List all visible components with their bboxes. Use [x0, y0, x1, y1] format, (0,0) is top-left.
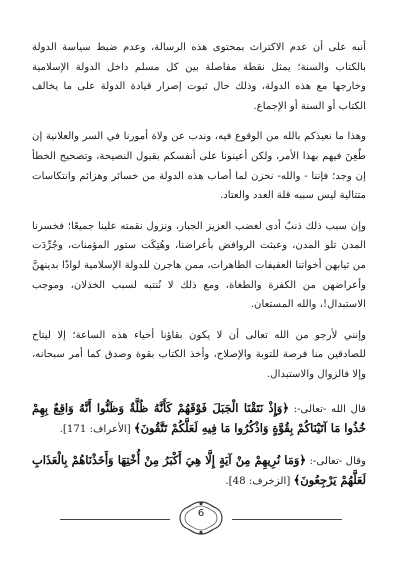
verse-reference: [الأعراف: 171]. — [59, 424, 131, 436]
footer-rule-left — [60, 519, 170, 520]
quran-citation — [32, 399, 366, 440]
page-number: 6 — [197, 508, 205, 519]
quran-verse: ﴿وَمَا نُرِيهِمْ مِنْ آيَةٍ إِلَّا هِيَ أَكْبَرُ مِنْ أُخْتِهَا وَأَخَذْنَاهُمْ بِالْعَذَابِ لَعَلَّهُمْ يَرْجِعُونَ﴾ — [32, 452, 366, 488]
paragraph: وإن سبب ذلك ذنبٌ أدى لغضب العزيز الجبار، ونزول نقمته علينا جميعًا؛ فخسرنا المدن تلو المدن، وعبثت الروافض بأعراضنا، وهُتِكَت ستور المؤمنات، وجُرِّدَت من ثيابهن أخواتنا العفيفات الطاهرات، ممن هاجرن للدولة الإسلامية لواذًا بدينهنَّ وأعراضهن من الكفرة والطغاة، ومع ذلك لا نُنتبه لسبب الخذلان، وموجب الاستبدال!، والله المستعان. — [32, 220, 366, 311]
paragraph: وهذا ما نعيذكم بالله من الوقوع فيه، وندب عن ولاة أمورنا في السر والعلانية إن طُعِنَ فيهم بهذا الأمر، ولكن أعينونا على أنفسكم بقبول النصيحة، وتصحيح الخطأ إن وجد؛ فإننا - والله- نحزن لما أصاب هذه الدولة من خسائر وهزائم وانتكاسات متتالية ليس سببه قلة العدد والعتاد. — [32, 131, 366, 202]
verse-reference: [الزخرف: 48]. — [225, 476, 291, 488]
paragraph: أنبه على أن عدم الاكتراث بمحتوى هذه الرسالة، وعدم ضبط سياسة الدولة بالكتاب والسنة؛ يمثل نقطة مفاصلة بين كل مسلم داخل الدولة الإسلامية وخارجها مع هذه الدولة، وذلك حال ثبوت إصرار قيادة الدولة على ما يخالف الكتاب أو السنة أو الإجماع. — [32, 42, 366, 112]
paragraph: وإنني لأرجو من الله تعالى أن لا يكون بقاؤنا أحياء هذه الساعة؛ إلا ليتاح للصادقين منا فرصة للتوبة والإصلاح، وأخذ الكتاب بقوة وصدق كما أمر سبحانه، وإلا فالزوال والاستبدال. — [32, 329, 366, 380]
quran-citation — [32, 451, 366, 492]
page-body — [32, 38, 366, 503]
quran-verse: ﴿وَإِذْ نَتَقْنَا الْجَبَلَ فَوْقَهُمْ كَأَنَّهُ ظُلَّةٌ وَظَنُّوا أَنَّهُ وَاقِعٌ بِهِمْ خُذُوا مَا آتَيْنَاكُمْ بِقُوَّةٍ وَاذْكُرُوا مَا فِيهِ لَعَلَّكُمْ تَتَّقُونَ﴾ — [32, 400, 366, 436]
citation-intro: وقال -تعالى-: — [309, 455, 366, 467]
footer-rule-right — [232, 519, 342, 520]
citation-intro: قال الله -تعالى-: — [293, 403, 366, 415]
